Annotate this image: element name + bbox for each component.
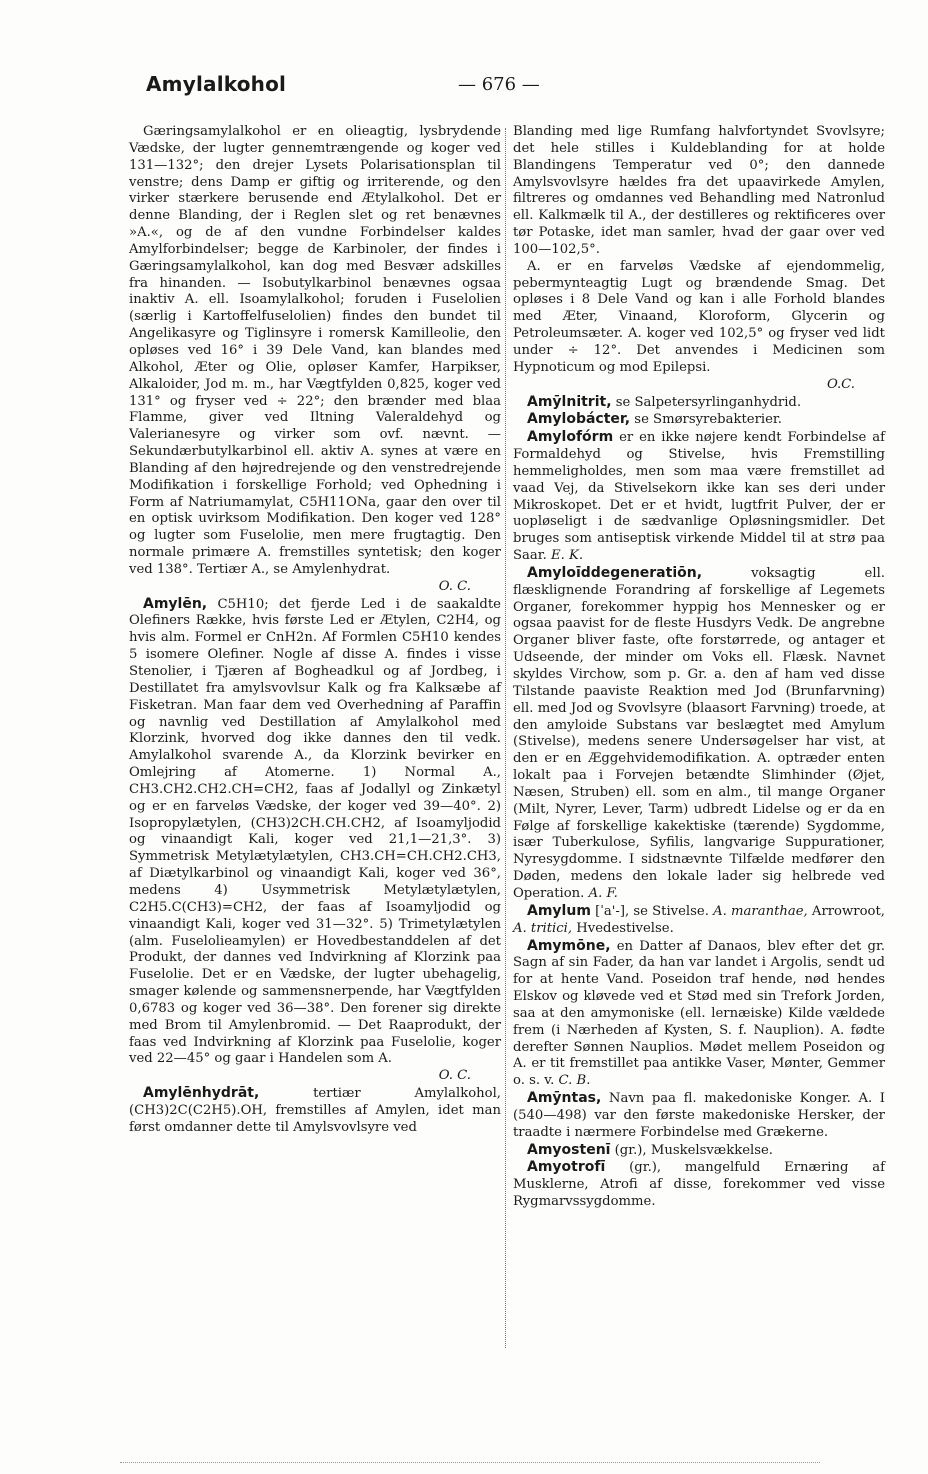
entry-text: er en ikke nøjere kendt Forbindelse af Formaldehyd og Stivelse, hvis Fremstilling hemmeligholdes, men som maa være fremstillet ad vaad Vej, da Stivelsekorn ikke kan ses deri under Mikroskopet. Det er et hvidt, lugtfrit Pulver, der er uopløseligt i de sædvanlige Opløsningsmidler. Det bruges som antiseptisk virkende Middel til at strø paa Saar. (513, 430, 885, 564)
entry-amymone (513, 938, 885, 1091)
page-number: — 676 — (458, 74, 540, 95)
author-signature: E. K. (551, 548, 584, 564)
entry-amylnitrit (513, 394, 885, 412)
entry-text: tertiær Amylalkohol, (CH3)2C(C2H5).OH, fremstilles af Amylen, idet man først omdanner dette til Amylsvovlsyre ved (129, 1086, 501, 1135)
column-divider (505, 128, 506, 1348)
headword: Amylum (527, 902, 591, 919)
entry-text: C5H10; det fjerde Led i de saakaldte Olefiners Række, hvis første Led er Ætylen, C2H4, og hvis alm. Formel er CnH2n. Af Formlen C5H10 kendes 5 isomere Olefiner. Nogle af disse A. findes i visse Stenolier, i Tjæren af Bogheadkul og af Jordbeg, i Destillatet fra amylsvovlsur Kalk og fra Kalksæbe af Fisketran. Man faar dem ved Overhedning af Paraffin og navnlig ved Destillation af Amylalkohol med Klorzink, hvorved dog ikke dannes den til vedk. Amylalkohol svarende A., da Klorzink bevirker en Omlejring af Atomerne. 1) Normal A., CH3.CH2.CH2.CH=CH2, faas af Jodallyl og Zinkætyl og er en farveløs Vædske, der koger ved 39—40°. 2) Isopropylætylen, (CH3)2CH.CH.CH2, af Isoamyljodid og vinaandigt Kali, koger ved 21,1—21,3°. 3) Symmetrisk Metylætylætylen, CH3.CH=CH.CH2.CH3, af Diætylkarbinol og vinaandigt Kali, koger ved 36°, medens 4) Usymmetrisk Metylætylætylen, C2H5.C(CH3)=CH2, der faas af Isoamyljodid og vinaandigt Kali, koger ved 31—32°. 5) Trimetylætylen (alm. Fuselolieamylen) er Hovedbestanddelen af det Produkt, der dannes ved Indvirkning af Klorzink paa Fuselolie. Det er en Vædske, der lugter ubehagelig, smager kølende og sammensnerpende, har Vægtfylden 0,6783 og koger ved 36—38°. Den forener sig direkte med Brom til Amylenbromid. — Det Raaprodukt, der faas ved Indvirkning af Klorzink paa Fuselolie, koger ved 22—45° og gaar i Handelen som A. (129, 596, 501, 1067)
entry-amyosteni (513, 1142, 885, 1160)
headword: Amylobácter, (527, 411, 631, 428)
entry-text: Arrowroot, (811, 903, 885, 919)
headword: Amyostenī (527, 1141, 611, 1158)
headword: Amymōne, (527, 937, 611, 954)
entry-text: A. maranthae, (713, 903, 808, 919)
left-column (129, 124, 501, 1137)
headword: Amyotrofī (527, 1159, 606, 1176)
entry-aeringsamylalkohol-text: Gæringsamylalkohol er en olieagtig, lysbrydende Vædske, der lugter gennemtrængende og koger ved 131—132°; den drejer Lysets Polarisationsplan til venstre; dens Damp er giftig og irriterende, og den virker stærkere berusende end Ætylalkohol. Det er denne Blanding, der i Reglen slet og ret benævnes »A.«, og de af den vundne Forbindelser kaldes Amylforbindelser; begge de Karbinoler, der findes i Gæringsamylalkohol, kan dog med Besvær adskilles fra hinanden. — Isobutylkarbinol benævnes ogsaa inaktiv A. ell. Isoamylalkohol; foruden i Fuselolien (særlig i Kartoffelfuselolien) findes den bundet til Angelikasyre og Tiglinsyre i romersk Kamilleolie, den opløses ved 16° i 39 Dele Vand, kan blandes med Alkohol, Æter og Olie, opløser Kamfer, Harpikser, Alkaloider, Jod m. m., har Vægtfylden 0,825, koger ved 131° og fryser ved ÷ 22°; den brænder med blaa Flamme, giver ved Iltning Valeraldehyd og Valerianesyre og virker som ovf. nævnt. — Sekundærbutylkarbinol ell. aktiv A. synes at være en Blanding af den højredrejende og den venstredrejende Modifikation i forskellige Forhold; ved Ophedning i Form af Natriumamylat, C5H11ONa, gaar den over til en optisk uvirksom Modifikation. Den koger ved 128° og lugter som Fuselolie, men mere frugtagtig. Den normale primære A. fremstilles syntetisk; den koger ved 138°. Tertiær A., se Amylenhydrat. (129, 124, 501, 577)
headword: Amȳntas, (527, 1090, 602, 1107)
bottom-rule (120, 1462, 820, 1463)
right-column (513, 124, 885, 1211)
continued-text: Blanding med lige Rumfang halvfortyndet Svovlsyre; det hele stilles i Kuldeblanding for at holde Blandingens Temperatur ved 0°; den dannede Amylsvovlsyre hældes fra det upaavirkede Amylen, filtreres og omdannes ved Behandling med Natronlud ell. Kalkmælk til A., der destilleres og rektificeres over tør Potaske, idet man samler, hvad der gaar over ved 100—102,5°. (513, 124, 885, 257)
entry-text: se Smørsyrebakterier. (634, 412, 782, 428)
running-head: Amylalkohol (146, 72, 287, 96)
entry-amyotrofi (513, 1159, 885, 1211)
entry-text: [ˈa'-], se Stivelse. (595, 903, 709, 919)
entry-text: (gr.), Muskelsvækkelse. (614, 1142, 773, 1158)
entry-amylum (513, 903, 885, 938)
author-signature: C. B. (558, 1073, 591, 1089)
headword: Amyloīddegeneratiōn, (527, 564, 703, 581)
headword: Amȳlnitrit, (527, 393, 612, 410)
headword: Amylofórm (527, 429, 614, 446)
author-signature: A. F. (588, 885, 618, 901)
entry-amylen (129, 596, 501, 1069)
entry-amyloiddegeneration (513, 565, 885, 903)
entry-amyloform (513, 429, 885, 565)
headword: Amylēnhydrāt, (143, 1085, 260, 1102)
page-header (116, 72, 816, 102)
entry-text: (gr.), mangelfuld Ernæring af Musklerne, Atrofi af disse, forekommer ved visse Rygmarvssygdomme. (513, 1160, 885, 1210)
continued-text: A. er en farveløs Vædske af ejendommelig, pebermynteagtig Lugt og brændende Smag. Det opløses i 8 Dele Vand og kan i alle Forhold blandes med Æter, Vinaand, Kloroform, Glycerin og Petroleumsæter. A. koger ved 102,5° og fryser ved lidt under ÷ 12°. Det anvendes i Medicinen som Hypnoticum og mod Epilepsi. (513, 258, 885, 375)
entry-amyntas (513, 1090, 885, 1142)
entry-text: voksagtig ell. flæsklignende Forandring af forskellige af Legemets Organer, forekommer hyppig hos Mennesker og er ogsaa paavist for de fleste Husdyrs Vedk. De angrebne Organer bliver faste, ofte forstørrede, og antager et Udseende, der minder om Voks ell. Flæsk. Navnet skyldes Virchow, som p. Gr. a. den af ham ved disse Tilstande paaviste Reaktion med Jod (Brunfarvning) ell. med Jod og Svovlsyre (blaasort Farvning) troede, at den amyloide Substans var beslægtet med Amylum (Stivelse), medens senere Undersøgelser har vist, at den er en Æggehvidemodifikation. A. optræder enten lokalt paa i Forvejen betændte Slimhinder (Øjet, Næsen, Struben) ell. som en alm., til mange Organer (Milt, Nyrer, Lever, Tarm) udbredt Lidelse og er da en Følge af forskellige kakektiske (tærende) Sygdomme, især Tuberkulose, Syfilis, langvarige Suppurationer, Nyresygdomme. I sidstnævnte Tilfælde medfører den Døden, medens den lokale lader sig helbrede ved Operation. (513, 565, 885, 901)
author-signature: O. C. (438, 1068, 471, 1084)
entry-text: se Salpetersyrlinganhydrid. (615, 394, 802, 410)
entry-text: Hvedestivelse. (576, 920, 674, 936)
entry-amylobacter (513, 411, 885, 429)
entry-amylenhydrat (129, 1085, 501, 1137)
entry-text: en Datter af Danaos, blev efter det gr. Sagn af sin Fader, da han var landet i Argolis, sendt ud for at hente Vand. Poseidon traf hende, nød hendes Elskov og kløvede ved et Stød med sin Trefork Jorden, saa at den amymoniske (ell. lernæiske) Kilde vældede frem (i Nærheden af Kysten, S. f. Nauplion). A. fødte derefter Sønnen Nauplios. Mødet mellem Poseidon og A. er tit fremstillet paa antikke Vaser, Mønter, Gemmer o. s. v. (513, 938, 885, 1089)
entry-text: Navn paa fl. makedoniske Konger. A. I (540—498) var den første makedoniske Hersker, der traadte i nærmere Forbindelse med Grækerne. (513, 1091, 885, 1140)
entry-text: A. tritici, (513, 920, 573, 936)
author-signature: O. C. (438, 578, 471, 594)
headword: Amylēn, (143, 595, 208, 612)
author-signature: O.C. (826, 376, 855, 392)
